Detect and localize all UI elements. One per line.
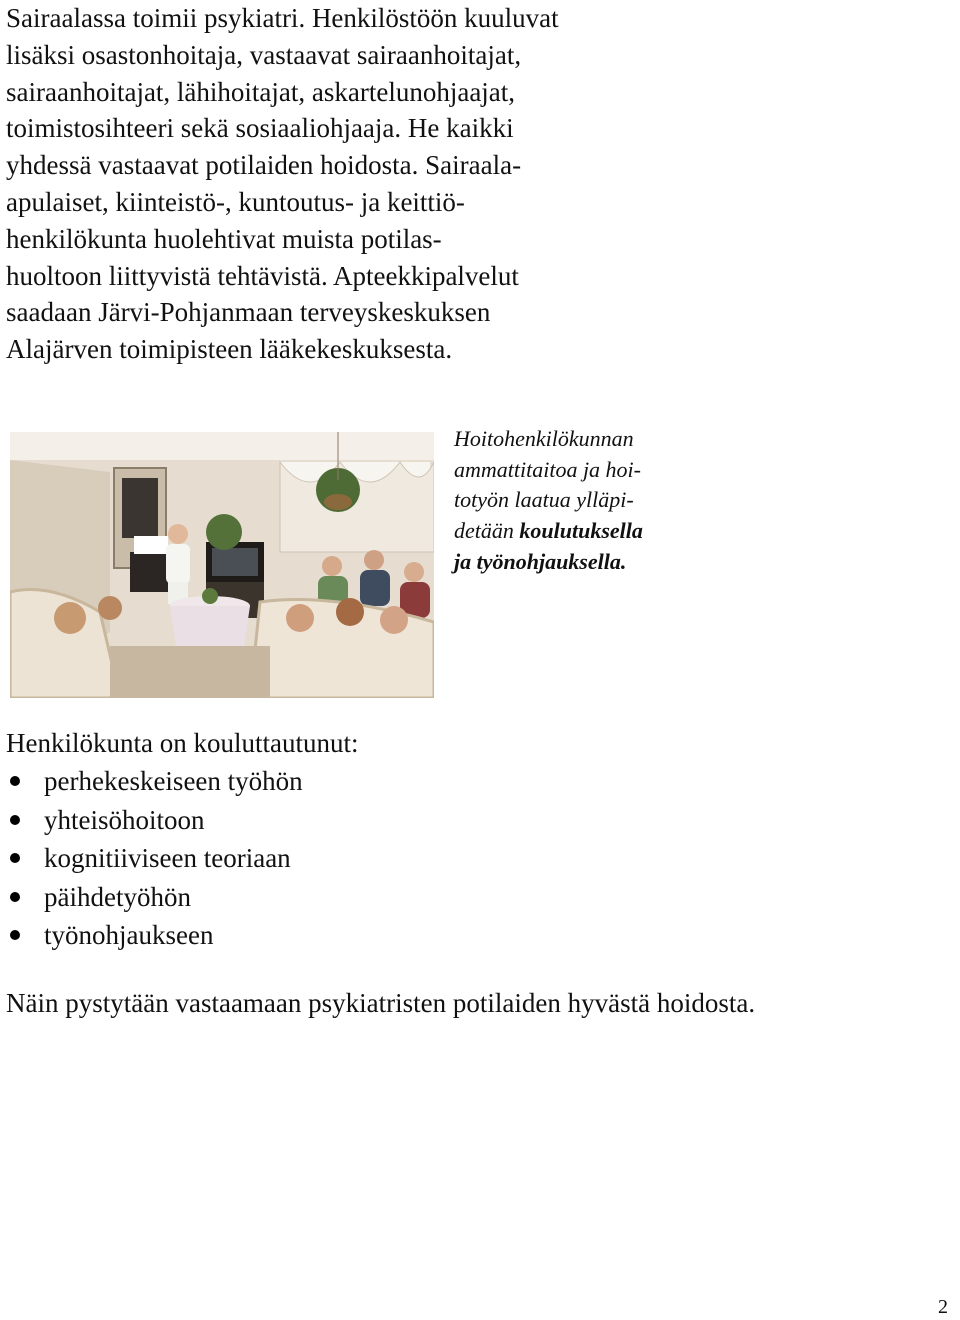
- intro-line: yhdessä vastaavat potilaiden hoidosta. Sairaala-: [6, 150, 522, 181]
- list-item-text: päihdetyöhön: [44, 881, 191, 912]
- caption-emphasis: koulutuksella: [519, 518, 643, 544]
- closing-sentence: Näin pystytään vastaamaan psykiatristen potilaiden hyvästä hoidosta.: [6, 988, 756, 1018]
- intro-paragraph: [6, 0, 626, 368]
- page-number: 2: [938, 1296, 948, 1318]
- bullet-icon: [10, 930, 20, 940]
- bullet-icon: [10, 776, 20, 786]
- intro-line: Alajärven toimipisteen lääkekeskuksesta.: [6, 334, 453, 365]
- caption-line: totyön laatua ylläpi-: [454, 487, 634, 513]
- list-item-text: perhekeskeiseen työhön: [44, 766, 303, 797]
- caption-line: ammattitaitoa ja hoi-: [454, 456, 641, 482]
- ward-dayroom-photo: [10, 432, 434, 698]
- intro-line: saadaan Järvi-Pohjanmaan terveyskeskuksen: [6, 297, 491, 328]
- intro-line: henkilökunta huolehtivat muista potilas-: [6, 223, 442, 254]
- training-heading: Henkilökunta on kouluttautunut:: [6, 728, 359, 758]
- caption-line: [454, 547, 754, 578]
- bullet-icon: [10, 815, 20, 825]
- caption-line: Hoitohenkilökunnan: [454, 426, 634, 451]
- intro-line: apulaiset, kiinteistö-, kuntoutus- ja keittiö-: [6, 186, 465, 217]
- list-item: [6, 878, 706, 916]
- caption-emphasis: ja työnohjauksella.: [454, 548, 627, 574]
- bullet-icon: [10, 892, 20, 902]
- list-item-text: kognitiiviseen teoriaan: [44, 843, 291, 874]
- list-item-text: työnohjaukseen: [44, 920, 214, 951]
- caption-text: detään: [454, 518, 520, 544]
- caption-line: [454, 516, 754, 547]
- photo-illustration: [10, 432, 434, 698]
- bullet-icon: [10, 853, 20, 863]
- intro-line: toimistosihteeri sekä sosiaaliohjaaja. He kaikki: [6, 113, 514, 144]
- list-item: [6, 916, 706, 954]
- training-section: [6, 724, 706, 954]
- list-item: [6, 839, 706, 877]
- list-item: [6, 801, 706, 839]
- list-item: [6, 762, 706, 800]
- intro-line: lisäksi osastonhoitaja, vastaavat sairaanhoitajat,: [6, 39, 522, 70]
- intro-line: Sairaalassa toimii psykiatri. Henkilöstöön kuuluvat: [6, 3, 559, 33]
- training-list: [6, 762, 706, 954]
- intro-line: sairaanhoitajat, lähihoitajat, askartelunohjaajat,: [6, 76, 516, 107]
- intro-line: huoltoon liittyvistä tehtävistä. Apteekkipalvelut: [6, 260, 519, 291]
- list-item-text: yhteisöhoitoon: [44, 804, 205, 835]
- photo-caption: [454, 424, 754, 578]
